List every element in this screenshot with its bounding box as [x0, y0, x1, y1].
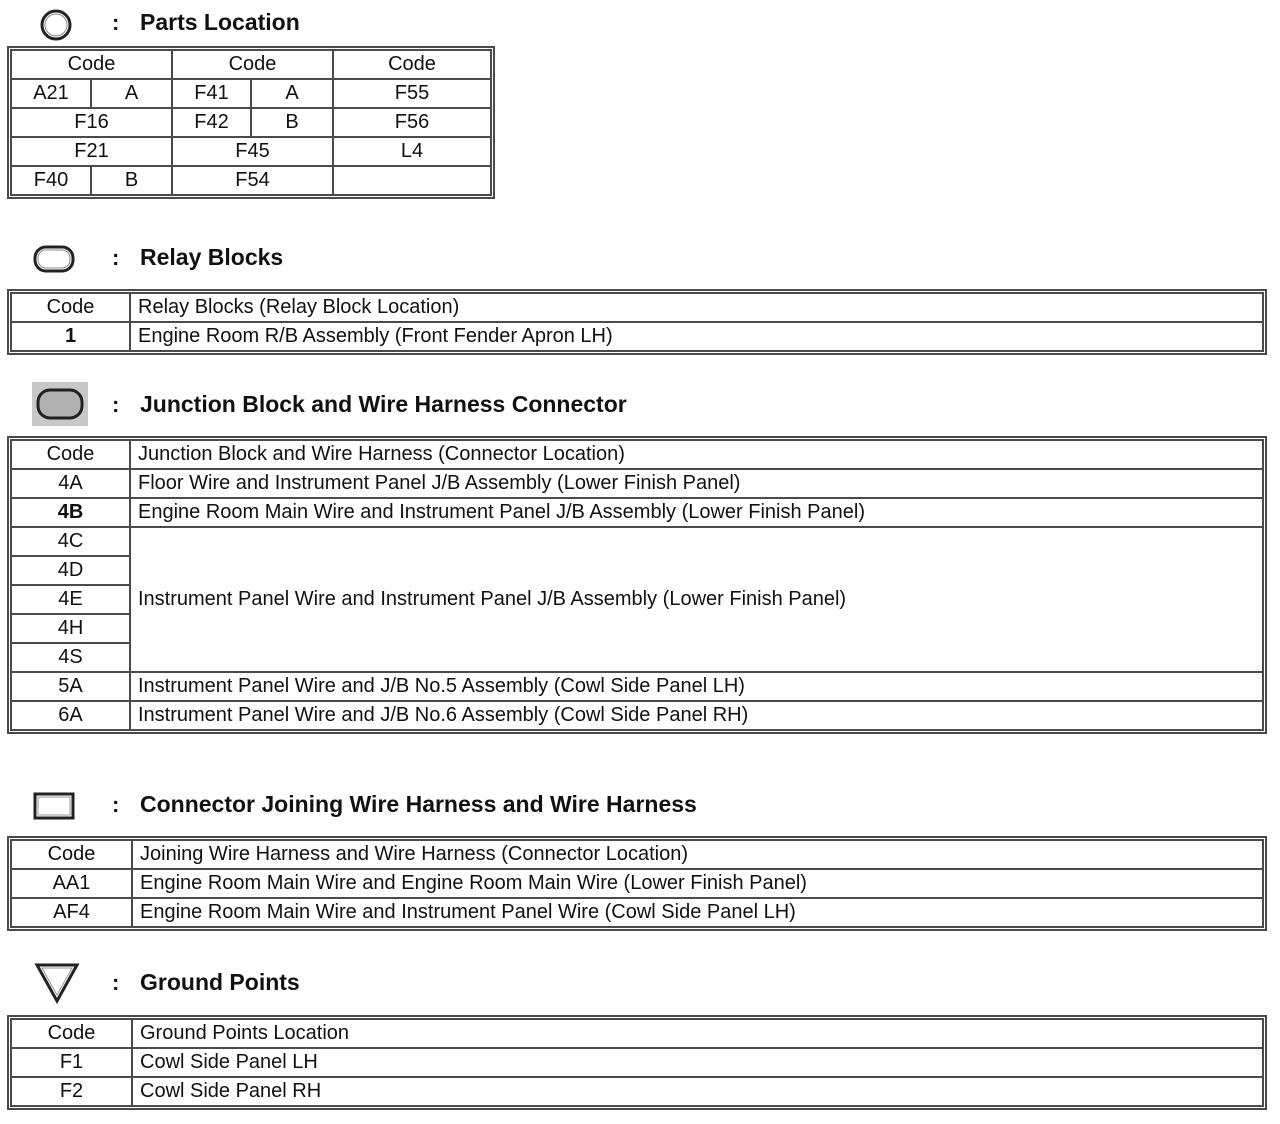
parts-location-colon: : — [112, 10, 120, 35]
table-row — [11, 50, 491, 79]
table-row — [11, 701, 1263, 730]
table-row — [11, 1077, 1263, 1106]
ground-points-table — [10, 1018, 1264, 1107]
table-row — [11, 1019, 1263, 1048]
description-header: Ground Points Location — [132, 1019, 1263, 1048]
part-code-cell: F56 — [333, 108, 491, 137]
parts-location-title: Parts Location — [140, 9, 300, 35]
code-cell: F2 — [11, 1077, 132, 1106]
part-code-cell: F54 — [172, 166, 333, 195]
table-row — [11, 79, 491, 108]
table-row — [11, 293, 1263, 322]
parts-location-heading — [0, 4, 1280, 44]
circle-icon — [38, 7, 74, 48]
junction-block-heading — [0, 386, 1280, 426]
table-row — [11, 672, 1263, 701]
code-cell: 4A — [11, 469, 130, 498]
junction-block-colon: : — [112, 392, 120, 417]
part-code-cell: F45 — [172, 137, 333, 166]
code-cell: 4S — [11, 643, 130, 672]
code-cell: 4B — [11, 498, 130, 527]
table-row — [11, 322, 1263, 351]
description-cell: Instrument Panel Wire and Instrument Panel J/B Assembly (Lower Finish Panel) — [130, 527, 1263, 672]
relay-blocks-table — [10, 292, 1264, 352]
table-row — [11, 137, 491, 166]
table-row — [11, 166, 491, 195]
description-cell: Engine Room Main Wire and Instrument Panel Wire (Cowl Side Panel LH) — [132, 898, 1263, 927]
code-cell: AF4 — [11, 898, 132, 927]
description-cell: Cowl Side Panel LH — [132, 1048, 1263, 1077]
rounded-rect-icon — [32, 243, 76, 280]
code-header: Code — [11, 1019, 132, 1048]
part-variant-cell: B — [251, 108, 333, 137]
description-header: Junction Block and Wire Harness (Connector Location) — [130, 440, 1263, 469]
description-cell: Floor Wire and Instrument Panel J/B Assembly (Lower Finish Panel) — [130, 469, 1263, 498]
part-code-cell — [333, 166, 491, 195]
part-code-cell: F41 — [172, 79, 251, 108]
parts-col1-header: Code — [11, 50, 172, 79]
ground-points-heading — [0, 964, 1280, 1004]
part-code-cell: F21 — [11, 137, 172, 166]
parts-col3-header: Code — [333, 50, 491, 79]
part-variant-cell: A — [251, 79, 333, 108]
table-row — [11, 1048, 1263, 1077]
connector-joining-table — [10, 839, 1264, 928]
code-cell: AA1 — [11, 869, 132, 898]
relay-blocks-heading — [0, 239, 1280, 279]
table-row — [11, 898, 1263, 927]
table-row — [11, 498, 1263, 527]
code-cell: 6A — [11, 701, 130, 730]
table-row — [11, 440, 1263, 469]
part-code-cell: F40 — [11, 166, 91, 195]
description-cell: Engine Room Main Wire and Instrument Panel J/B Assembly (Lower Finish Panel) — [130, 498, 1263, 527]
part-code-cell: A21 — [11, 79, 91, 108]
description-header: Relay Blocks (Relay Block Location) — [130, 293, 1263, 322]
ground-points-title: Ground Points — [140, 969, 300, 995]
code-cell: 5A — [11, 672, 130, 701]
code-cell: 1 — [11, 322, 130, 351]
relay-blocks-colon: : — [112, 245, 120, 270]
triangle-down-icon — [34, 962, 80, 1009]
ground-points-colon: : — [112, 970, 120, 995]
part-code-cell: L4 — [333, 137, 491, 166]
part-code-cell: F42 — [172, 108, 251, 137]
part-code-cell: F55 — [333, 79, 491, 108]
connector-joining-heading — [0, 786, 1280, 826]
code-header: Code — [11, 840, 132, 869]
table-row — [11, 108, 491, 137]
description-cell: Engine Room Main Wire and Engine Room Main Wire (Lower Finish Panel) — [132, 869, 1263, 898]
part-variant-cell: A — [91, 79, 172, 108]
code-header: Code — [11, 440, 130, 469]
connector-joining-title: Connector Joining Wire Harness and Wire Harness — [140, 791, 697, 817]
relay-blocks-title: Relay Blocks — [140, 244, 284, 270]
shaded-rounded-rect-icon — [32, 382, 88, 431]
table-row — [11, 840, 1263, 869]
description-cell: Instrument Panel Wire and J/B No.5 Assembly (Cowl Side Panel LH) — [130, 672, 1263, 701]
code-cell: 4H — [11, 614, 130, 643]
description-cell: Cowl Side Panel RH — [132, 1077, 1263, 1106]
description-cell: Instrument Panel Wire and J/B No.6 Assembly (Cowl Side Panel RH) — [130, 701, 1263, 730]
parts-col2-header: Code — [172, 50, 333, 79]
code-cell: 4D — [11, 556, 130, 585]
code-header: Code — [11, 293, 130, 322]
junction-block-table — [10, 439, 1264, 731]
code-cell: 4E — [11, 585, 130, 614]
parts-location-table — [10, 49, 492, 196]
part-code-cell: F16 — [11, 108, 172, 137]
connector-joining-colon: : — [112, 792, 120, 817]
code-cell: 4C — [11, 527, 130, 556]
table-row — [11, 527, 1263, 556]
description-cell: Engine Room R/B Assembly (Front Fender Apron LH) — [130, 322, 1263, 351]
part-variant-cell: B — [91, 166, 172, 195]
table-row — [11, 469, 1263, 498]
description-header: Joining Wire Harness and Wire Harness (Connector Location) — [132, 840, 1263, 869]
rectangle-icon — [32, 790, 76, 827]
code-cell: F1 — [11, 1048, 132, 1077]
table-row — [11, 869, 1263, 898]
junction-block-title: Junction Block and Wire Harness Connector — [140, 391, 627, 417]
